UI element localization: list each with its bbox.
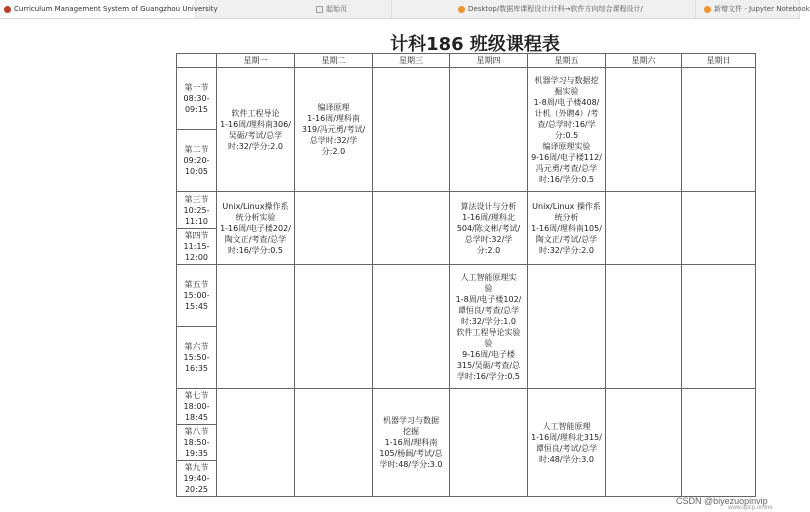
course-cell[interactable]: 编译原理 1-16周/理科南 319/冯元勇/考试/ 总学时:32/学 分:2.0: [295, 68, 373, 192]
course-cell[interactable]: 机器学习与数据挖 掘实验 1-8周/电子楼408/ 计机（外聘4）/考 查/总学时:16/学 分:0.5 编译原理实验 9-16周/电子楼112/ 冯元勇/考查/总学 时:16/学分:0.5: [528, 68, 606, 192]
period-label: 第三节 10:25- 11:10: [177, 192, 217, 229]
tab-jupyter-desktop[interactable]: [392, 0, 696, 18]
empty-cell: [606, 389, 682, 497]
empty-cell: [373, 68, 450, 192]
empty-cell: [682, 389, 756, 497]
page-title: 计科186 班级课程表: [390, 34, 560, 55]
empty-cell: [682, 68, 756, 192]
jupyter-icon: [704, 6, 711, 13]
empty-cell: [295, 265, 373, 389]
course-cell[interactable]: Unix/Linux 操作系 统分析 1-16周/理科南105/ 陶文正/考试/总学 时:32/学分:2.0: [528, 192, 606, 265]
empty-cell: [373, 265, 450, 389]
tab-jupyter-notebook[interactable]: [696, 0, 810, 18]
period-label: 第一节 08:30- 09:15: [177, 68, 217, 130]
empty-cell: [606, 192, 682, 265]
day-header: 星期三: [373, 54, 450, 68]
course-cell[interactable]: 人工智能原理实 验 1-8周/电子楼102/ 谭恒良/考查/总学 时:32/学分:1.0 软件工程导论实验 验 9-16周/电子楼 315/吴砺/考查/总 学时:16/学分:0.5: [450, 265, 528, 389]
university-logo-icon: [4, 6, 11, 13]
period-label: 第五节 15:00- 15:45: [177, 265, 217, 327]
period-label: 第六节 15:50- 16:35: [177, 327, 217, 389]
header-row: [177, 54, 756, 68]
day-header: 星期四: [450, 54, 528, 68]
tab-curriculum-system[interactable]: [0, 0, 218, 18]
tab-label: 新增文件 - Jupyter Notebook: [714, 5, 810, 13]
empty-cell: [450, 68, 528, 192]
period-label: 第二节 09:20- 10:05: [177, 130, 217, 192]
period-row: [177, 389, 756, 425]
corner-cell: [177, 54, 217, 68]
period-row: [177, 265, 756, 327]
course-cell[interactable]: Unix/Linux操作系 统分析实验 1-16周/电子楼202/ 陶文正/考查/总学 时:16/学分:0.5: [217, 192, 295, 265]
period-row: [177, 192, 756, 229]
empty-cell: [295, 192, 373, 265]
tab-label: Curriculum Management System of Guangzhou University: [14, 5, 218, 13]
day-header: 星期六: [606, 54, 682, 68]
browser-tab-bar: [0, 0, 810, 19]
empty-cell: [682, 192, 756, 265]
day-header: 星期五: [528, 54, 606, 68]
course-cell[interactable]: 人工智能原理 1-16周/理科北315/ 谭恒良/考试/总学 时:48/学分:3.0: [528, 389, 606, 497]
empty-cell: [373, 192, 450, 265]
empty-cell: [450, 389, 528, 497]
csdn-watermark: CSDN @biyezuopinvip: [676, 496, 768, 506]
tab-start-page[interactable]: [196, 0, 392, 18]
day-header: 星期日: [682, 54, 756, 68]
empty-cell: [217, 389, 295, 497]
start-page-icon: [316, 6, 323, 13]
empty-cell: [217, 265, 295, 389]
empty-cell: [295, 389, 373, 497]
empty-cell: [528, 265, 606, 389]
empty-cell: [606, 265, 682, 389]
course-cell[interactable]: 机器学习与数据 挖掘 1-16周/理科南 105/杨阔/考试/总 学时:48/学分:3.0: [373, 389, 450, 497]
period-label: 第四节 11:15- 12:00: [177, 229, 217, 265]
period-row: [177, 68, 756, 130]
period-label: 第七节 18:00- 18:45: [177, 389, 217, 425]
course-cell[interactable]: 算法设计与分析 1-16周/理科北 504/陈文彬/考试/ 总学时:32/学 分:2.0: [450, 192, 528, 265]
empty-cell: [606, 68, 682, 192]
jupyter-icon: [458, 6, 465, 13]
day-header: 星期二: [295, 54, 373, 68]
empty-cell: [682, 265, 756, 389]
day-header: 星期一: [217, 54, 295, 68]
timetable: [176, 53, 756, 497]
tab-label: Desktop/数据库课程设计/计科→软件方向综合课程设计/: [468, 5, 643, 13]
period-label: 第八节 18:50- 19:35: [177, 425, 217, 461]
course-cell[interactable]: 软件工程导论 1-16周/理科南306/ 吴砺/考试/总学 时:32/学分:2.0: [217, 68, 295, 192]
tab-label: 起始页: [326, 5, 347, 13]
period-label: 第九节 19:40- 20:25: [177, 461, 217, 497]
site-watermark: www.itpcp.online: [728, 505, 773, 511]
